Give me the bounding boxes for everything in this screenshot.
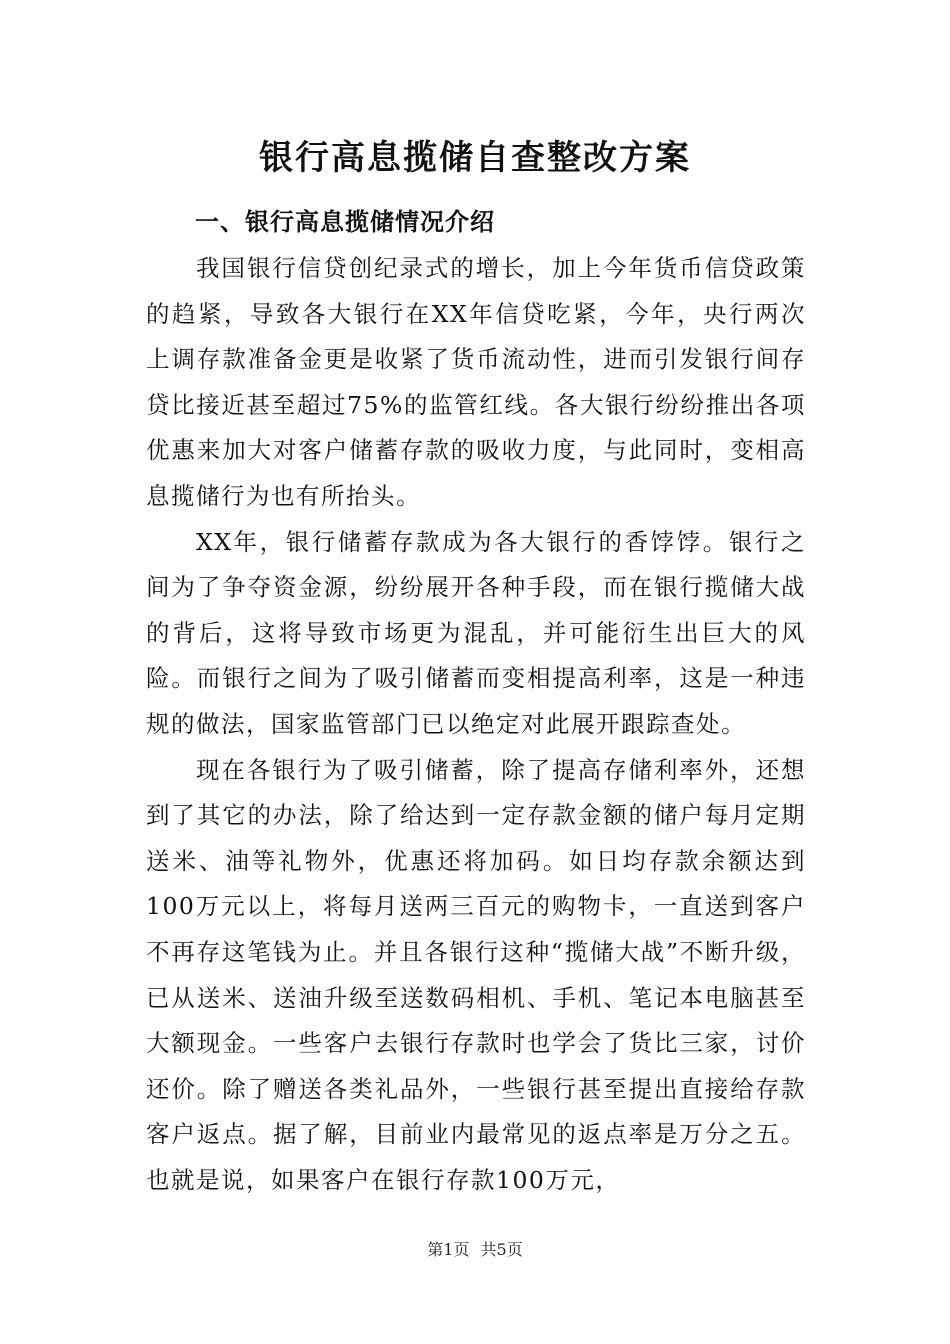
page-footer: [0, 1238, 950, 1262]
section-heading: 一、银行高息揽储情况介绍: [195, 208, 495, 236]
paragraph-2: XX年，银行储蓄存款成为各大银行的香饽饽。银行之间为了争夺资金源，纷纷展开各种手段，而在银行揽储大战的背后，这将导致市场更为混乱，并可能衍生出巨大的风险。而银行之间为了吸引储蓄而变相提高利率，这是一种违规的做法，国家监管部门已以绝定对此展开跟踪查处。: [146, 527, 806, 738]
document-body: [146, 246, 806, 1203]
page-number: 第1页: [427, 1240, 470, 1259]
paragraph-1: 我国银行信贷创纪录式的增长，加上今年货币信贷政策的趋紧，导致各大银行在XX年信贷吃紧，今年，央行两次上调存款准备金更是收紧了货币流动性，进而引发银行间存贷比接近甚至超过75%的监管红线。各大银行纷纷推出各项优惠来加大对客户储蓄存款的吸收力度，与此同时，变相高息揽储行为也有所抬头。: [146, 254, 806, 510]
page-total: 共5页: [480, 1240, 523, 1259]
paragraph-3: 现在各银行为了吸引储蓄，除了提高存储利率外，还想到了其它的办法，除了给达到一定存款金额的储户每月定期送米、油等礼物外，优惠还将加码。如日均存款余额达到100万元以上，将每月送两三百元的购物卡，一直送到客户不再存这笔钱为止。并且各银行这种“揽储大战”不断升级，已从送米、送油升级至送数码相机、手机、笔记本电脑甚至大额现金。一些客户去银行存款时也学会了货比三家，讨价还价。除了赠送各类礼品外，一些银行甚至提出直接给存款客户返点。据了解，目前业内最常见的返点率是万分之五。也就是说，如果客户在银行存款100万元，: [146, 755, 806, 1194]
document-title: 银行高息揽储自查整改方案: [259, 138, 691, 178]
